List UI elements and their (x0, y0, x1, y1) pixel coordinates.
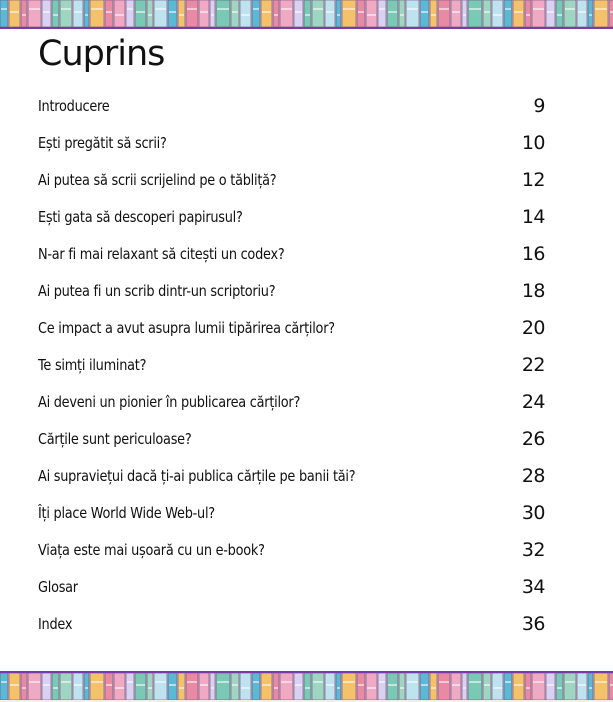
book-spine (126, 673, 134, 700)
book-spine (546, 0, 555, 27)
book-spine-stripe (241, 687, 250, 689)
book-spine (280, 0, 293, 27)
book-spine (556, 0, 563, 27)
toc-entry-page-number: 28 (521, 464, 545, 487)
toc-entry (38, 309, 545, 346)
book-spine-stripe (281, 681, 292, 683)
toc-entry-title: Cărțile sunt periculoase? (38, 429, 192, 448)
book-spine (406, 673, 419, 700)
book-spine (399, 0, 405, 27)
book-spine-stripe (407, 681, 418, 683)
book-spine-stripe (526, 687, 530, 689)
book-spine-stripe (179, 687, 184, 689)
book-spine-stripe (22, 687, 26, 689)
book-spine-stripe (43, 11, 50, 13)
book-spine (492, 0, 503, 27)
book-spine-stripe (305, 14, 310, 16)
toc-entry-title: Ai deveni un pionier în publicarea cărților? (38, 392, 301, 411)
book-spine (564, 0, 576, 27)
book-spine-stripe (533, 8, 544, 10)
book-spine-stripe (533, 681, 544, 683)
book-spine (154, 0, 167, 27)
book-spine-stripe (407, 8, 418, 10)
book-spine-stripe (200, 684, 208, 686)
book-spine-stripe (127, 8, 133, 10)
book-spine-stripe (505, 681, 511, 683)
toc-entry-page-number: 24 (521, 390, 545, 413)
book-spine-stripe (85, 14, 88, 16)
book-spine (357, 673, 365, 700)
book-spine (9, 0, 20, 27)
book-spine (594, 0, 608, 27)
book-spine-stripe (61, 681, 71, 683)
book-spine (336, 673, 341, 700)
book-spine-stripe (439, 8, 449, 10)
toc-entry-page-number: 22 (521, 353, 545, 376)
toc-entry-page-number: 18 (521, 279, 545, 302)
book-spine-stripe (1, 681, 7, 683)
book-spine-stripe (388, 11, 397, 13)
book-spine (186, 673, 198, 700)
book-spine-stripe (484, 11, 490, 13)
book-spine (90, 673, 104, 700)
book-spine-stripe (136, 684, 145, 686)
book-spine-stripe (431, 14, 436, 16)
book-spine (261, 673, 272, 700)
toc-entry-title: Viața este mai ușoară cu un e-book? (38, 540, 265, 559)
toc-entry-title: Ești gata să descoperi papirusul? (38, 207, 243, 226)
book-spine (504, 0, 512, 27)
book-spine (336, 0, 341, 27)
toc-entry (38, 457, 545, 494)
book-spine-stripe (211, 687, 214, 689)
book-spine (28, 673, 41, 700)
book-spine-stripe (421, 684, 428, 686)
toc-entry-title: Introducere (38, 97, 110, 115)
book-spine-stripe (106, 11, 112, 13)
book-spine (564, 673, 576, 700)
book-spine-stripe (388, 684, 397, 686)
toc-entry-title: Index (38, 614, 73, 633)
book-spine-stripe (431, 687, 436, 689)
book-spine-stripe (148, 687, 152, 689)
book-spine (114, 673, 125, 700)
toc-entry-title: Ești pregătit să scrii? (38, 133, 167, 152)
book-spine-stripe (155, 8, 166, 10)
toc-entry (38, 198, 545, 235)
book-spine-stripe (43, 684, 50, 686)
book-spine (42, 0, 51, 27)
toc-entry-page-number: 32 (521, 538, 545, 561)
toc-entry-title: Îți place World Wide Web-ul? (38, 503, 215, 522)
book-spine (114, 0, 125, 27)
book-spine-stripe (217, 681, 229, 683)
book-spine-stripe (200, 11, 208, 13)
book-spine (609, 0, 613, 27)
book-spine (451, 673, 461, 700)
book-spine-stripe (565, 8, 575, 10)
toc-entry-page-number: 9 (533, 95, 545, 117)
book-spine (240, 0, 251, 27)
book-spine-stripe (589, 687, 592, 689)
book-spine-stripe (358, 684, 364, 686)
book-spine-stripe (578, 684, 586, 686)
table-of-contents (38, 88, 545, 642)
book-spine-stripe (557, 687, 562, 689)
toc-entry-page-number: 36 (521, 612, 545, 635)
toc-entry-page-number: 14 (521, 205, 545, 228)
book-spine (60, 673, 72, 700)
book-spine (52, 0, 59, 27)
book-spine (294, 0, 303, 27)
toc-entry (38, 568, 545, 605)
book-spine (0, 673, 8, 700)
book-spine (357, 0, 365, 27)
book-spine (252, 0, 260, 27)
book-spine (199, 0, 209, 27)
book-spine-stripe (493, 687, 502, 689)
book-spine (532, 0, 545, 27)
book-spine-stripe (187, 8, 197, 10)
book-spine-stripe (578, 11, 586, 13)
book-spine-stripe (187, 681, 197, 683)
toc-entry (38, 383, 545, 420)
book-spine-stripe (53, 687, 58, 689)
toc-entry-page-number: 34 (521, 575, 545, 598)
book-spine (483, 673, 491, 700)
book-spine (147, 0, 153, 27)
book-spine (178, 0, 185, 27)
book-spine (312, 0, 324, 27)
book-spine-stripe (155, 681, 166, 683)
book-spine-stripe (367, 687, 376, 689)
book-spine (312, 673, 324, 700)
book-spine (406, 0, 419, 27)
book-spine-stripe (313, 681, 323, 683)
book-spine (438, 673, 450, 700)
book-spine (325, 673, 335, 700)
book-spine (60, 0, 72, 27)
book-spine-stripe (526, 14, 530, 16)
book-spine-stripe (439, 681, 449, 683)
toc-entry (38, 346, 545, 383)
book-spine (483, 0, 491, 27)
book-spine-stripe (281, 8, 292, 10)
book-spine (378, 0, 386, 27)
book-spine (387, 673, 398, 700)
book-spine (342, 0, 356, 27)
book-spine-stripe (595, 681, 607, 683)
book-spine (42, 673, 51, 700)
book-spine-stripe (29, 681, 40, 683)
book-spine-stripe (253, 681, 259, 683)
book-spine-stripe (148, 14, 152, 16)
toc-entry (38, 420, 545, 457)
book-spine (513, 673, 524, 700)
book-spine-stripe (127, 681, 133, 683)
book-spine (240, 673, 251, 700)
top-decorative-bookshelf-border (0, 0, 613, 29)
book-spine (84, 0, 89, 27)
book-spine (387, 0, 398, 27)
book-spine (430, 0, 437, 27)
book-spine (126, 0, 134, 27)
book-spine-stripe (295, 11, 302, 13)
book-spine (73, 673, 83, 700)
book-spine-stripe (91, 8, 103, 10)
book-spine (216, 0, 230, 27)
book-spine-stripe (337, 14, 340, 16)
book-spine (577, 0, 587, 27)
book-spine (577, 673, 587, 700)
book-spine (468, 0, 482, 27)
book-spine-stripe (463, 687, 466, 689)
book-spine (135, 673, 146, 700)
toc-entry-title: Glosar (38, 577, 78, 596)
book-spine (366, 0, 377, 27)
book-spine (84, 673, 89, 700)
book-spine (462, 0, 467, 27)
book-spine-stripe (74, 11, 82, 13)
book-spine-stripe (337, 687, 340, 689)
book-spine (73, 0, 83, 27)
toc-entry-page-number: 16 (521, 242, 545, 265)
book-spine-stripe (547, 684, 554, 686)
book-spine-stripe (343, 8, 355, 10)
book-spine-stripe (326, 684, 334, 686)
book-spine (186, 0, 198, 27)
toc-entry (38, 272, 545, 309)
book-spine (451, 0, 461, 27)
toc-entry (38, 88, 545, 124)
book-spine (532, 673, 545, 700)
book-spine-stripe (313, 8, 323, 10)
toc-entry-page-number: 26 (521, 427, 545, 450)
book-spine (513, 0, 524, 27)
book-spine-stripe (367, 14, 376, 16)
book-spine-stripe (10, 11, 19, 13)
book-spine-stripe (295, 684, 302, 686)
book-spine (273, 673, 279, 700)
toc-entry (38, 124, 545, 161)
book-spine-stripe (595, 8, 607, 10)
book-spine-stripe (452, 11, 460, 13)
book-spine-stripe (400, 14, 404, 16)
book-spine (546, 673, 555, 700)
book-spine-stripe (217, 8, 229, 10)
book-spine-stripe (53, 14, 58, 16)
book-spine-stripe (557, 14, 562, 16)
book-spine (294, 673, 303, 700)
book-spine-stripe (305, 687, 310, 689)
book-spine (231, 0, 239, 27)
book-spine-stripe (514, 684, 523, 686)
toc-entry (38, 605, 545, 642)
book-spine (325, 0, 335, 27)
toc-entry-title: Ce impact a avut asupra lumii tipărirea cărților? (38, 318, 335, 337)
book-spine-stripe (211, 14, 214, 16)
page-title: Cuprins (38, 34, 165, 74)
book-spine (304, 0, 311, 27)
toc-entry-title: Te simți iluminat? (38, 355, 147, 374)
toc-entry (38, 494, 545, 531)
book-spine-stripe (106, 684, 112, 686)
book-spine (430, 673, 437, 700)
book-spine-stripe (169, 11, 176, 13)
toc-entry (38, 235, 545, 272)
book-spine-stripe (589, 14, 592, 16)
book-spine (468, 673, 482, 700)
book-spine (178, 673, 185, 700)
book-spine (216, 673, 230, 700)
bookshelf-illustration-top (0, 0, 613, 27)
book-spine (90, 0, 104, 27)
book-spine (21, 0, 27, 27)
book-spine-stripe (421, 11, 428, 13)
book-spine (231, 673, 239, 700)
book-spine-stripe (358, 11, 364, 13)
book-spine (462, 673, 467, 700)
book-spine (525, 0, 531, 27)
book-spine (135, 0, 146, 27)
book-spine-stripe (115, 14, 124, 16)
book-spine (588, 0, 593, 27)
book-spine-stripe (85, 687, 88, 689)
book-spine-stripe (29, 8, 40, 10)
book-spine (609, 673, 613, 700)
book-spine-stripe (505, 8, 511, 10)
book-spine-stripe (326, 11, 334, 13)
book-spine-stripe (61, 8, 71, 10)
book-spine (280, 673, 293, 700)
book-spine (9, 673, 20, 700)
book-spine-stripe (379, 8, 385, 10)
book-spine-stripe (463, 14, 466, 16)
book-spine-stripe (514, 11, 523, 13)
bottom-decorative-bookshelf-border (0, 671, 613, 702)
book-spine-stripe (274, 14, 278, 16)
book-spine-stripe (379, 681, 385, 683)
book-spine (399, 673, 405, 700)
book-spine-stripe (10, 684, 19, 686)
book-spine (588, 673, 593, 700)
book-spine (252, 673, 260, 700)
book-spine-stripe (179, 14, 184, 16)
book-spine (420, 673, 429, 700)
book-spine (378, 673, 386, 700)
toc-entry-title: Ai supraviețui dacă ți-ai publica cărțile pe banii tăi? (38, 466, 356, 485)
book-spine-stripe (91, 681, 103, 683)
toc-entry-page-number: 10 (521, 131, 545, 154)
book-spine-stripe (22, 14, 26, 16)
book-spine (210, 0, 215, 27)
book-spine-stripe (1, 8, 7, 10)
book-spine (594, 673, 608, 700)
toc-entry-title: Ai putea fi un scrib dintr-un scriptoriu? (38, 281, 276, 300)
book-spine (168, 673, 177, 700)
book-spine (525, 673, 531, 700)
book-spine (492, 673, 503, 700)
book-spine-stripe (136, 11, 145, 13)
book-spine (199, 673, 209, 700)
book-spine (342, 673, 356, 700)
book-spine-stripe (115, 687, 124, 689)
book-spine (21, 673, 27, 700)
book-spine (52, 673, 59, 700)
book-spine-stripe (262, 11, 271, 13)
book-spine-stripe (493, 14, 502, 16)
book-spine-stripe (232, 684, 238, 686)
book-spine (147, 673, 153, 700)
book-spine (366, 673, 377, 700)
book-spine-stripe (274, 687, 278, 689)
book-spine (210, 673, 215, 700)
book-spine (556, 673, 563, 700)
book-spine-stripe (469, 681, 481, 683)
book-spine-stripe (469, 8, 481, 10)
book-spine-stripe (452, 684, 460, 686)
book-spine-stripe (74, 684, 82, 686)
book-spine (0, 0, 8, 27)
book-spine-stripe (253, 8, 259, 10)
book-spine-stripe (343, 681, 355, 683)
book-spine (504, 673, 512, 700)
book-spine (438, 0, 450, 27)
book-spine (154, 673, 167, 700)
book-spine (420, 0, 429, 27)
toc-entry-page-number: 30 (521, 501, 545, 524)
book-spine-stripe (400, 687, 404, 689)
book-spine-stripe (547, 11, 554, 13)
toc-entry-title: N-ar fi mai relaxant să citești un codex? (38, 244, 285, 263)
book-spine (261, 0, 272, 27)
book-spine-stripe (241, 14, 250, 16)
book-spine (304, 673, 311, 700)
book-spine (273, 0, 279, 27)
book-spine (28, 0, 41, 27)
book-spine (168, 0, 177, 27)
book-spine-stripe (565, 681, 575, 683)
book-spine (105, 673, 113, 700)
toc-entry-page-number: 20 (521, 316, 545, 339)
book-spine-stripe (262, 684, 271, 686)
book-spine-stripe (484, 684, 490, 686)
book-spine-stripe (169, 684, 176, 686)
book-spine (105, 0, 113, 27)
toc-entry (38, 161, 545, 198)
toc-entry-page-number: 12 (521, 168, 545, 191)
bookshelf-illustration-bottom (0, 673, 613, 700)
toc-entry (38, 531, 545, 568)
toc-entry-title: Ai putea să scrii scrijelind pe o tăbliță? (38, 170, 277, 189)
book-spine-stripe (232, 11, 238, 13)
